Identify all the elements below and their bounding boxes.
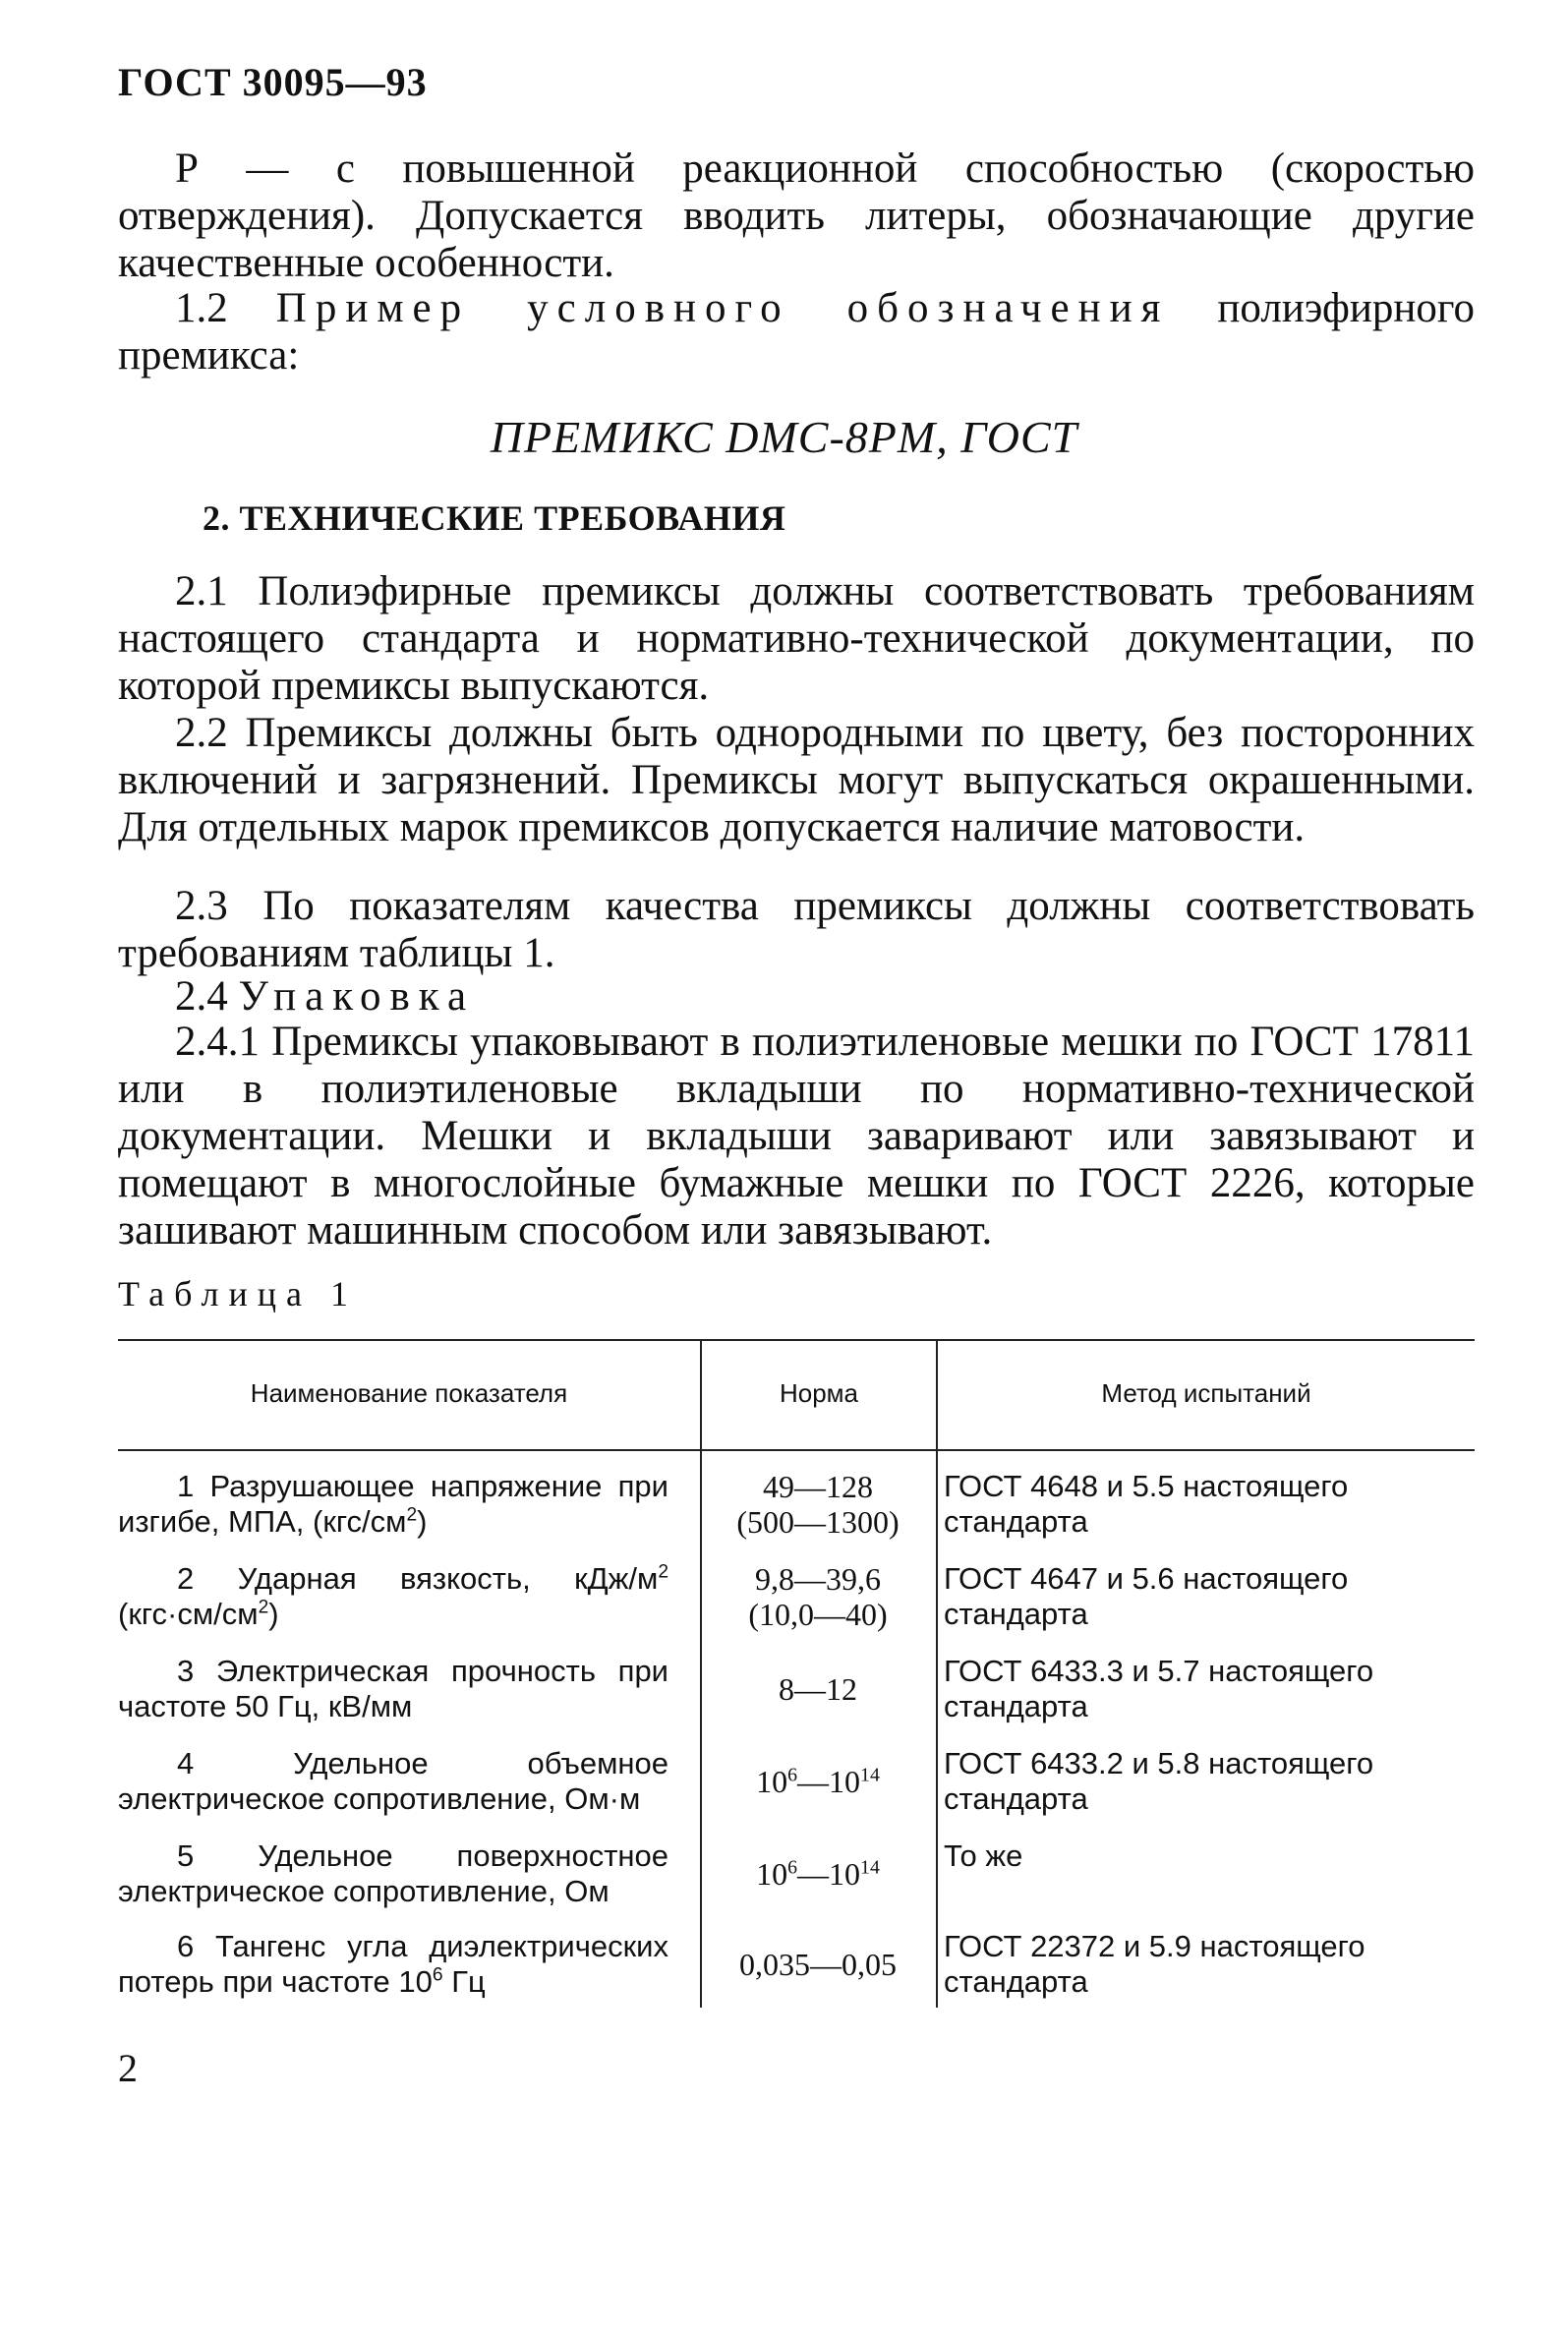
norm-value: 9,8—39,6 (10,0—40) [748,1561,888,1632]
indicator-name: 1 Разрушающее напряжение при изгибе, МПА, $(кгс/см^2)$ [118,1469,668,1539]
column-header-name: Наименование показателя [250,1377,568,1408]
clause-2-3: 2.3 По показателям качества премиксы должны соответствовать требованиям таблицы 1. [118,883,1475,976]
norm-value: $10^6—10^{14}$ [756,1764,880,1799]
test-method: ГОСТ 4647 и 5.6 настоящего стандарта [944,1561,1349,1631]
table-caption: Таблица 1 [118,1274,358,1313]
indicator-name: 4 Удельное объемное электрическое сопротивление, Ом·м [118,1746,668,1816]
section-title: 2. ТЕХНИЧЕСКИЕ ТРЕБОВАНИЯ [203,498,786,538]
designation-example: ПРЕМИКС DMC-8PM, ГОСТ [490,412,1078,462]
indicator-name: 6 Тангенс угла диэлектрических потерь при частоте $10^6$ Гц [118,1929,668,1999]
paragraph-1-2 [118,285,1475,379]
indicator-name: 3 Электрическая прочность при частоте 50 Гц, кВ/мм [118,1654,668,1723]
table-header-rule [118,1449,1475,1451]
clause-spaced-title: Упаковка [238,973,476,1020]
clause-2-4-1: 2.4.1 Премиксы упаковывают в полиэтиленовые мешки по ГОСТ 17811 или в полиэтиленовые вкладыши по нормативно-технической документации. Мешки и вкладыши заваривают или завязывают и помещают в многослойные бумажные мешки по ГОСТ 2226, которые зашивают машинным способом или завязывают. [118,1019,1475,1254]
requirements-table [118,1339,1475,2027]
test-method: То же [944,1838,1023,1873]
clause-2-4 [118,973,1475,1021]
norm-value: 0,035—0,05 [739,1947,897,1982]
indicator-name: 2 Ударная вязкость, кДж/$м^2$ $(кгс\cdot см/см^2)$ [118,1561,668,1631]
column-header-method: Метод испытаний [1101,1377,1311,1408]
paragraph-intro: Р — с повышенной реакционной способностью (скоростью отверждения). Допускается вводить литеры, обозначающие другие качественные особенности. [118,146,1475,286]
clause-2-1: 2.1 Полиэфирные премиксы должны соответствовать требованиям настоящего стандарта и нормативно-технической документации, по которой премиксы выпускаются. [118,568,1475,709]
test-method: ГОСТ 4648 и 5.5 настоящего стандарта [944,1469,1349,1539]
clause-2-2: 2.2 Премиксы должны быть однородными по цвету, без посторонних включений и загрязнений. Премиксы могут выпускаться окрашенными. Для отдельных марок премиксов допускается наличие матовости. [118,710,1475,850]
page-number: 2 [118,2046,138,2090]
norm-value: 49—128 (500—1300) [736,1469,900,1540]
test-method: ГОСТ 6433.3 и 5.7 настоящего стандарта [944,1654,1374,1723]
test-method: ГОСТ 6433.2 и 5.8 настоящего стандарта [944,1746,1374,1816]
indicator-name: 5 Удельное поверхностное электрическое сопротивление, Ом [118,1838,668,1908]
test-method: ГОСТ 22372 и 5.9 настоящего стандарта [944,1929,1365,1999]
clause-number: 1.2 [175,285,228,331]
document-code: ГОСТ 30095—93 [118,60,428,104]
column-header-norm: Норма [779,1377,859,1408]
clause-rest: полиэфирного премикса: [118,285,1475,379]
norm-value: 8—12 [779,1671,857,1707]
clause-spaced-title: Пример условного обозначения [275,285,1170,331]
norm-value: $10^6—10^{14}$ [756,1856,880,1892]
clause-number: 2.4 [175,973,228,1020]
